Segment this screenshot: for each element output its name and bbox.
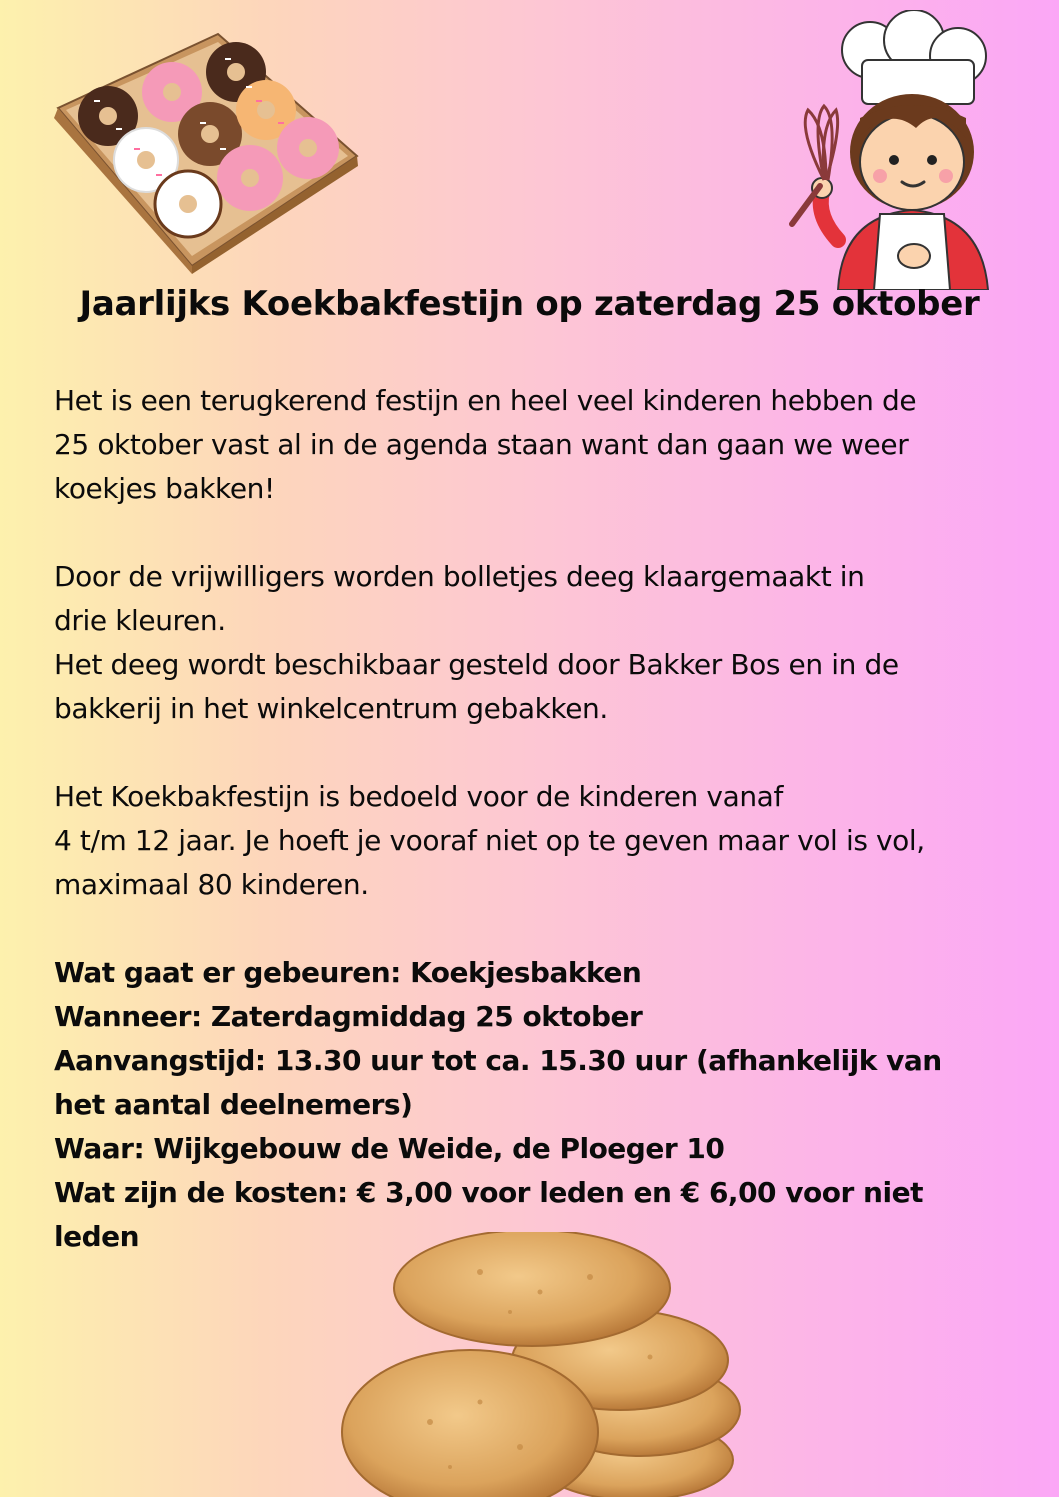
flyer-body [54, 379, 1014, 1259]
detail-cost: Wat zijn de kosten: € 3,00 voor leden en € 6,00 voor niet [54, 1176, 923, 1209]
detail-cost: leden [54, 1220, 140, 1253]
detail-time: Aanvangstijd: 13.30 uur tot ca. 15.30 uur (afhankelijk van [54, 1044, 942, 1077]
detail-what: Wat gaat er gebeuren: Koekjesbakken [54, 956, 642, 989]
intro-line: koekjes bakken! [54, 472, 275, 505]
audience-line: maximaal 80 kinderen. [54, 868, 369, 901]
donut-box-icon [50, 30, 365, 275]
dough-line: drie kleuren. [54, 604, 226, 637]
audience-line: Het Koekbakfestijn is bedoeld voor de kinderen vanaf [54, 780, 783, 813]
page-title: Jaarlijks Koekbakfestijn op zaterdag 25 oktober [79, 284, 980, 324]
dough-line: Door de vrijwilligers worden bolletjes deeg klaargemaakt in [54, 560, 865, 593]
cookie-stack-icon [330, 1232, 750, 1497]
detail-time: het aantal deelnemers) [54, 1088, 413, 1121]
dough-line: Het deeg wordt beschikbaar gesteld door Bakker Bos en in de [54, 648, 899, 681]
audience-line: 4 t/m 12 jaar. Je hoeft je vooraf niet op te geven maar vol is vol, [54, 824, 925, 857]
detail-where: Waar: Wijkgebouw de Weide, de Ploeger 10 [54, 1132, 725, 1165]
chef-boy-whisk-icon [782, 10, 1010, 290]
intro-line: Het is een terugkerend festijn en heel veel kinderen hebben de [54, 384, 917, 417]
intro-line: 25 oktober vast al in de agenda staan want dan gaan we weer [54, 428, 909, 461]
dough-line: bakkerij in het winkelcentrum gebakken. [54, 692, 608, 725]
event-details [54, 951, 1014, 1259]
detail-when: Wanneer: Zaterdagmiddag 25 oktober [54, 1000, 643, 1033]
